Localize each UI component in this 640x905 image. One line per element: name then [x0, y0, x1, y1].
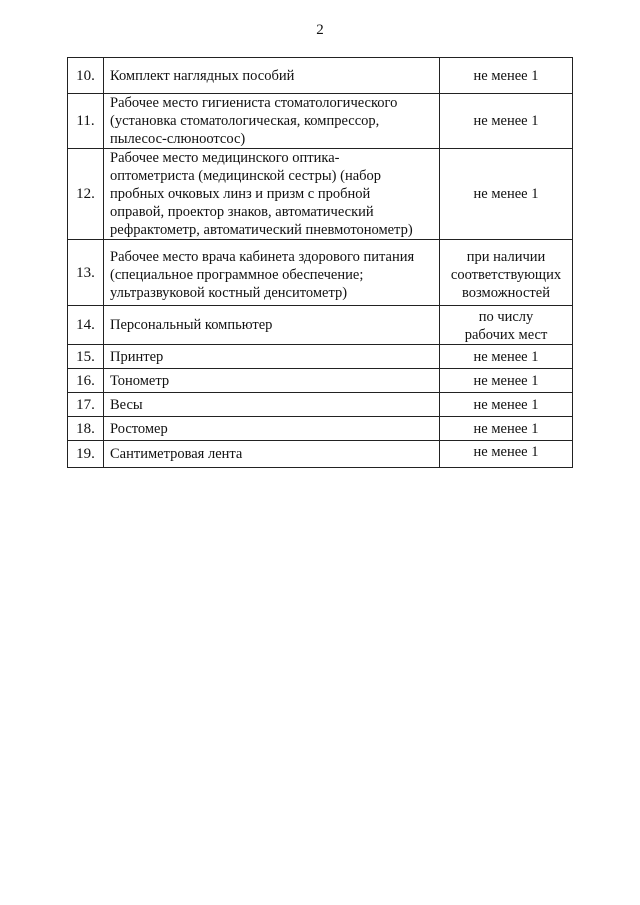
item-quantity: не менее 1	[440, 393, 573, 417]
row-number: 15.	[68, 345, 104, 369]
item-name: Рабочее место врача кабинета здорового питания (специальное программное обеспечение; ультразвуковой костный денситометр)	[104, 240, 440, 306]
row-number: 11.	[68, 94, 104, 149]
row-number: 10.	[68, 58, 104, 94]
item-name: Тонометр	[104, 369, 440, 393]
item-name: Принтер	[104, 345, 440, 369]
row-number: 14.	[68, 306, 104, 345]
item-name: Ростомер	[104, 417, 440, 441]
table-row	[68, 58, 573, 94]
row-number: 13.	[68, 240, 104, 306]
item-quantity: не менее 1	[440, 149, 573, 240]
item-name: Сантиметровая лента	[104, 441, 440, 468]
row-number: 16.	[68, 369, 104, 393]
item-quantity: не менее 1	[440, 369, 573, 393]
item-quantity: не менее 1	[440, 94, 573, 149]
equipment-table	[67, 57, 573, 468]
item-quantity: при наличии соответствующих возможностей	[440, 240, 573, 306]
page-number: 2	[316, 22, 324, 38]
item-quantity: не менее 1	[440, 441, 573, 468]
table-row	[68, 417, 573, 441]
table-row	[68, 393, 573, 417]
item-quantity: не менее 1	[440, 58, 573, 94]
row-number: 19.	[68, 441, 104, 468]
item-quantity: не менее 1	[440, 345, 573, 369]
table-row	[68, 345, 573, 369]
row-number: 17.	[68, 393, 104, 417]
table-row	[68, 94, 573, 149]
table-row	[68, 240, 573, 306]
row-number: 18.	[68, 417, 104, 441]
table-row	[68, 306, 573, 345]
item-quantity: не менее 1	[440, 417, 573, 441]
table-row	[68, 149, 573, 240]
item-quantity: по числу рабочих мест	[440, 306, 573, 345]
item-name: Комплект наглядных пособий	[104, 58, 440, 94]
item-name: Рабочее место медицинского оптика- оптометриста (медицинской сестры) (набор пробных очковых линз и призм с пробной оправой, проектор знаков, автоматический рефрактометр, автоматический пневмотонометр)	[104, 149, 440, 240]
row-number: 12.	[68, 149, 104, 240]
table-row	[68, 441, 573, 468]
table-row	[68, 369, 573, 393]
item-name: Персональный компьютер	[104, 306, 440, 345]
item-name: Рабочее место гигиениста стоматологического (установка стоматологическая, компрессор, пылесос-слюноотсос)	[104, 94, 440, 149]
item-name: Весы	[104, 393, 440, 417]
